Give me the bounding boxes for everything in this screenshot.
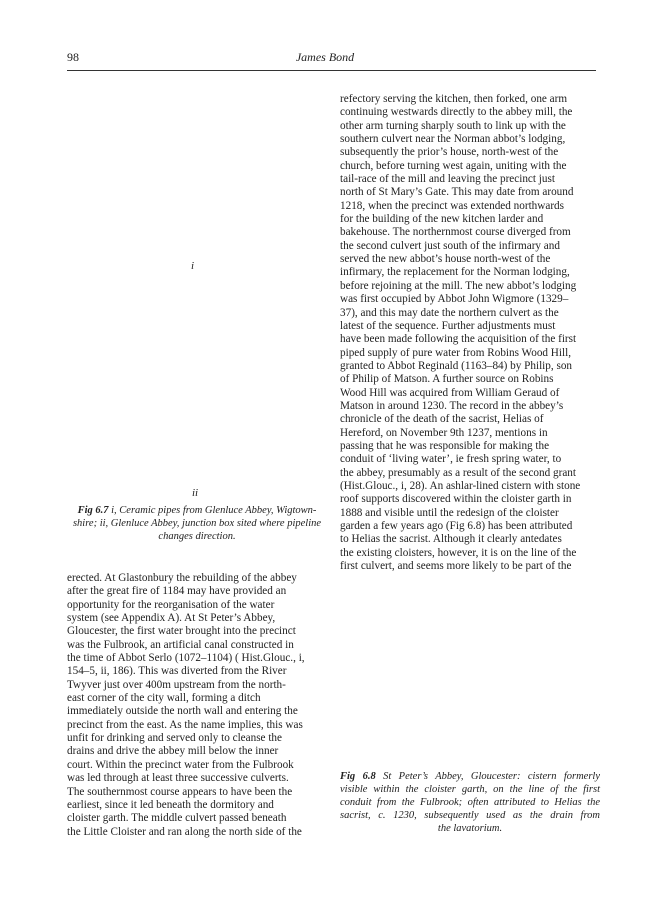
text-line: of Philip of Matson. A further source on Robins	[340, 373, 554, 386]
text-line: system (see Appendix A). At St Peter’s Abbey,	[67, 612, 276, 625]
text-line: Matson in around 1230. The record in the abbey’s	[340, 399, 564, 412]
text-line: Gloucester, the first water brought into the precinct	[67, 625, 296, 638]
text-line: east corner of the city wall, forming a ditch	[67, 692, 261, 705]
text-line: latest of the sequence. Further adjustments must	[340, 319, 556, 332]
text-line: continuing westwards directly to the abbey mill, the	[340, 106, 573, 119]
text-line: passing that he was responsible for making the	[340, 439, 550, 452]
text-line: 154–5, ii, 186). This was diverted from the River	[67, 665, 287, 678]
text-line: unfit for drinking and served only to cleanse the	[67, 732, 282, 745]
text-line: Wood Hill was acquired from William Geraud of	[340, 386, 560, 399]
caption-line: Fig 6.8 St Peter’s Abbey, Gloucester: cistern formerly	[340, 771, 601, 782]
figure-6-7-label-i: i	[191, 260, 195, 272]
text-line: cloister garth. The middle culvert passed beneath	[67, 812, 287, 825]
figure-6-8-caption	[340, 770, 600, 835]
body-text-left-column	[67, 572, 327, 839]
text-line: opportunity for the reorganisation of the water	[67, 598, 275, 611]
text-line: granted to Abbot Reginald (1163–84) by Philip, son	[340, 359, 573, 372]
text-line: Hereford, on November 9th 1237, mentions in	[340, 426, 548, 439]
text-line: The southernmost course appears to have been the	[67, 785, 293, 798]
text-line: served the new abbot’s house north-west of the	[340, 253, 551, 266]
text-line: drains and drive the abbey mill below the inner	[67, 745, 279, 758]
caption-fig-number: Fig 6.7	[77, 505, 109, 516]
text-line: the abbey, presumably as a result of the second grant	[340, 466, 576, 479]
text-line: piped supply of pure water from Robins Wood Hill,	[340, 346, 572, 359]
text-line: tail-race of the mill and leaving the precinct just	[340, 173, 555, 186]
text-line: church, before turning west again, uniting with the	[340, 159, 567, 172]
caption-line: Fig 6.7 i, Ceramic pipes from Glenluce Abbey, Wigtown-	[77, 505, 317, 516]
text-line: chronicle of the death of the sacrist, Helias of	[340, 413, 544, 426]
caption-line: the lavatorium.	[437, 823, 503, 834]
text-line: earliest, since it led beneath the dormitory and	[67, 798, 274, 811]
text-line: southern culvert near the Norman abbot’s lodging,	[340, 133, 566, 146]
figure-6-7-label-ii: ii	[192, 487, 199, 499]
text-line: erected. At Glastonbury the rebuilding of the abbey	[67, 572, 297, 584]
caption-line: visible within the cloister garth, on the line of the first	[340, 784, 600, 795]
running-title: James Bond	[295, 50, 355, 64]
text-line: the time of Abbot Serlo (1072–1104) ( Hist.Glouc., i,	[67, 652, 305, 665]
text-line: court. Within the precinct water from the Fulbrook	[67, 758, 294, 771]
text-line: was first occupied by Abbot John Wigmore (1329–	[340, 293, 569, 306]
caption-line: changes direction.	[158, 531, 236, 542]
text-line: after the great fire of 1184 may have provided an	[67, 585, 287, 598]
text-line: immediately outside the north wall and entering the	[67, 705, 298, 718]
page-number: 98	[67, 50, 79, 64]
text-line: infirmary, the replacement for the Norman lodging,	[340, 266, 570, 279]
text-line: conduit of ‘living water’, ie fresh spring water, to	[340, 453, 562, 466]
header-rule	[67, 70, 596, 71]
text-line: 37), and this may date the northern culvert as the	[340, 306, 559, 319]
text-line: north of St Mary’s Gate. This may date from around	[340, 186, 574, 199]
text-line: (Hist.Glouc., i, 28). An ashlar-lined cistern with stone	[340, 479, 581, 492]
text-line: before rejoining at the mill. The new abbot’s lodging	[340, 279, 577, 292]
text-line: have been made following the acquisition of the first	[340, 333, 577, 346]
text-line: for the building of the new kitchen larder and	[340, 213, 544, 226]
text-line: the Little Cloister and ran along the north side of the	[67, 825, 302, 838]
caption-fig-number: Fig 6.8	[340, 771, 376, 782]
text-line: 1888 and visible until the redesign of the cloister	[340, 506, 559, 519]
text-line: was led through at least three successive culverts.	[67, 772, 289, 785]
text-line: subsequently the prior’s house, north-west of the	[340, 146, 559, 159]
text-line: refectory serving the kitchen, then forked, one arm	[340, 93, 568, 105]
text-line: precinct from the east. As the name implies, this was	[67, 718, 303, 731]
caption-line: shire; ii, Glenluce Abbey, junction box sited where pipeline	[72, 518, 322, 529]
text-line: the second culvert just south of the infirmary and	[340, 239, 560, 252]
text-line: first culvert, and seems more likely to be part of the	[340, 560, 572, 573]
text-line: roof supports discovered within the cloister garth in	[340, 493, 572, 506]
text-line: the existing cloisters, however, it is on the line of the	[340, 546, 577, 559]
text-line: Twyver just over 400m upstream from the north-	[67, 678, 286, 691]
body-text-right-column	[340, 93, 600, 573]
figure-6-7-caption	[67, 504, 327, 543]
caption-line: sacrist, c. 1230, subsequently used as the drain from	[340, 810, 600, 821]
text-line: bakehouse. The northernmost course diverged from	[340, 226, 571, 239]
text-line: 1218, when the precinct was extended northwards	[340, 199, 564, 212]
text-line: to Helias the sacrist. Although it clearly antedates	[340, 533, 562, 546]
caption-line: conduit from the Fulbrook; often attributed to Helias the	[340, 797, 600, 808]
text-line: was the Fulbrook, an artificial canal constructed in	[67, 638, 294, 651]
text-line: other arm turning sharply south to link up with the	[340, 119, 566, 132]
text-line: garden a few years ago (Fig 6.8) has been attributed	[340, 520, 573, 532]
